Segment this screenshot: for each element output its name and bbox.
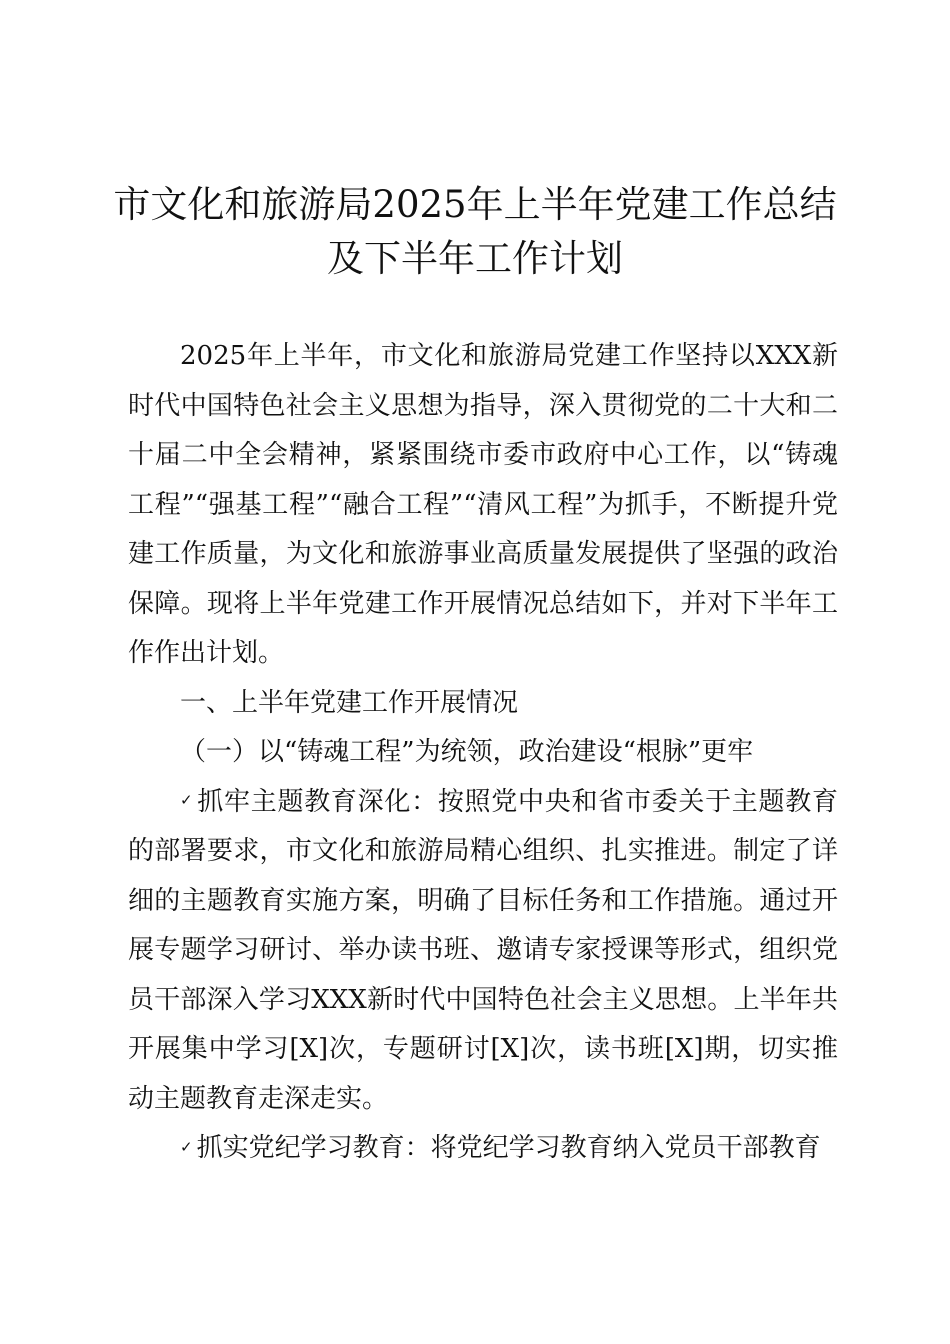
checkmark-icon: ✓ [180, 1137, 193, 1156]
list-item-2-text: 抓实党纪学习教育：将党纪学习教育纳入党员干部教育 [196, 1133, 821, 1164]
document-title [100, 178, 850, 286]
checkmark-icon: ✓ [180, 790, 193, 809]
title-line-2: 及下半年工作计划 [327, 237, 623, 280]
section-heading-1: 一、上半年党建工作开展情况 [180, 687, 519, 718]
title-line-1: 市文化和旅游局2025年上半年党建工作总结 [113, 183, 837, 226]
subsection-heading-1: （一）以“铸魂工程”为统领，政治建设“根脉”更牢 [180, 737, 754, 767]
list-item-1 [128, 778, 838, 1125]
intro-paragraph: 2025年上半年，市文化和旅游局党建工作坚持以XXX新时代中国特色社会主义思想为指导，深入贯彻党的二十大和二十届二中全会精神，紧紧围绕市委市政府中心工作，以“铸魂工程”“强基工程”“融合工程”“清风工程”为抓手，不断提升党建工作质量，为文化和旅游事业高质量发展提供了坚强的政治保障。现将上半年党建工作开展情况总结如下，并对下半年工作作出计划。 [128, 341, 838, 668]
list-item-1-text: 抓牢主题教育深化：按照党中央和省市委关于主题教育的部署要求，市文化和旅游局精心组织、扎实推进。制定了详细的主题教育实施方案，明确了目标任务和工作措施。通过开展专题学习研讨、举办读书班、邀请专家授课等形式，组织党员干部深入学习XXX新时代中国特色社会主义思想。上半年共开展集中学习[X]次，专题研讨[X]次，读书班[X]期，切实推动主题教育走深走实。 [128, 786, 838, 1114]
document-body [128, 332, 838, 1174]
list-item-2 [128, 1124, 838, 1174]
